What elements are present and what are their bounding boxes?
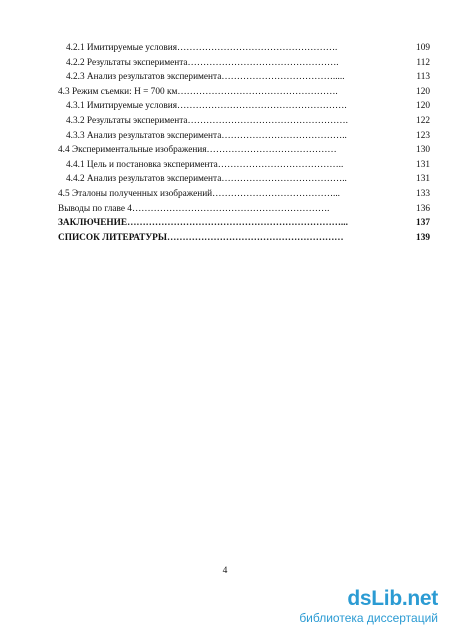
toc-entry-title: 4.3 Режим съемки: Н = 700 км……………………………………………. xyxy=(58,86,338,97)
dslib-watermark[interactable] xyxy=(299,588,438,625)
toc-entry-title: 4.2.3 Анализ результатов эксперимента………………………………..... xyxy=(66,72,345,83)
dslib-tagline: библиотека диссертаций xyxy=(299,611,438,625)
toc-entry-page: 130 xyxy=(416,145,430,156)
toc-entry-page: 109 xyxy=(416,43,430,53)
toc-entry xyxy=(58,99,430,114)
toc-entry-page: 112 xyxy=(416,57,430,68)
toc-entry-title: 4.3.2 Результаты эксперимента……………………………………………. xyxy=(66,115,348,126)
toc-entry xyxy=(58,216,430,231)
toc-entry xyxy=(58,56,430,71)
toc-entry xyxy=(58,172,430,187)
toc-entry xyxy=(58,129,430,144)
toc-entry-title: 4.5 Эталоны полученных изображений…………………………………... xyxy=(58,188,340,199)
toc-entry-title: 4.4.1 Цель и постановка эксперимента………………………………….. xyxy=(66,159,344,170)
toc-entry-page: 131 xyxy=(416,159,430,170)
table-of-contents xyxy=(58,41,430,245)
toc-entry-title: 4.3.3 Анализ результатов эксперимента………………………………….. xyxy=(66,130,347,141)
toc-entry-page: 139 xyxy=(416,232,430,243)
toc-entry-title: 4.2.1 Имитируемые условия……………………………………………. xyxy=(66,43,338,53)
toc-entry xyxy=(58,187,430,202)
toc-entry-title: ЗАКЛЮЧЕНИЕ……………………………………………………………... xyxy=(58,218,348,229)
toc-entry-title: СПИСОК ЛИТЕРАТУРЫ………………………………………………… xyxy=(58,232,344,243)
toc-entry xyxy=(58,41,430,56)
toc-entry xyxy=(58,114,430,129)
toc-entry xyxy=(58,231,430,246)
toc-entry-page: 133 xyxy=(416,188,430,199)
toc-entry xyxy=(58,158,430,173)
toc-entry-page: 120 xyxy=(416,86,430,97)
toc-entry-page: 131 xyxy=(416,174,430,185)
toc-entry xyxy=(58,85,430,100)
toc-entry-page: 123 xyxy=(416,130,430,141)
dslib-logo[interactable]: dsLib.net xyxy=(347,587,438,610)
toc-entry-page: 120 xyxy=(416,101,430,112)
toc-entry xyxy=(58,143,430,158)
toc-entry xyxy=(58,202,430,217)
toc-entry-title: 4.2.2 Результаты эксперимента…………………………………………. xyxy=(66,57,339,68)
toc-entry-page: 113 xyxy=(416,72,430,83)
toc-entry xyxy=(58,70,430,85)
toc-entry-title: 4.3.1 Имитируемые условия………………………………………………. xyxy=(66,101,347,112)
toc-entry-page: 122 xyxy=(416,115,430,126)
toc-entry-title: 4.4.2 Анализ результатов эксперимента………………………………….. xyxy=(66,174,347,185)
toc-entry-title: 4.4 Экспериментальные изображения…………………………………… xyxy=(58,145,337,156)
toc-entry-page: 136 xyxy=(416,203,430,214)
toc-entry-page: 137 xyxy=(416,218,430,229)
toc-entry-title: Выводы по главе 4………………………………………………………. xyxy=(58,203,330,214)
page-number: 4 xyxy=(222,566,228,576)
